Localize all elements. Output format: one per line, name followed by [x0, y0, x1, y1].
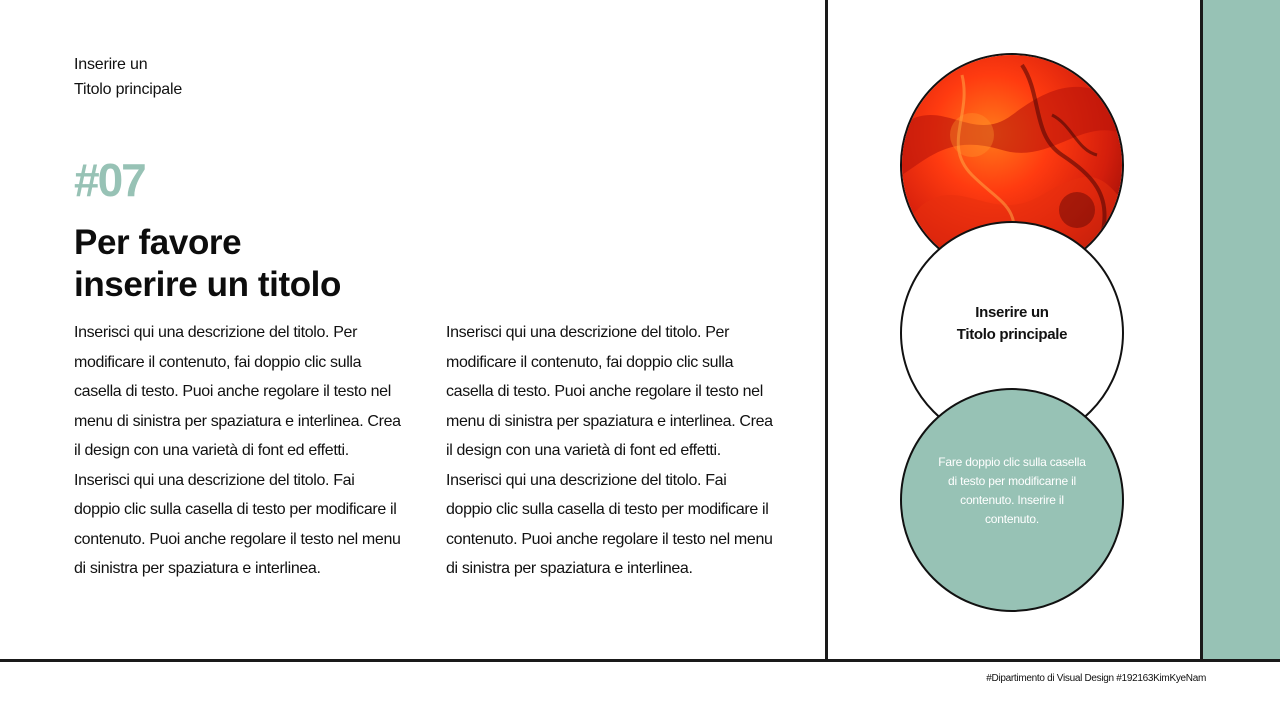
small-title-line2: Titolo principale [74, 81, 183, 98]
horizontal-divider [0, 659, 1280, 662]
small-title-line1: Inserire un [74, 56, 148, 73]
small-title [74, 52, 182, 102]
accent-band [1203, 0, 1280, 659]
circle-description: Fare doppio clic sulla casella di testo per modificarne il contenuto. Inserire il contenuto. [938, 455, 1086, 526]
description-column-1: Inserisci qui una descrizione del titolo. Per modificare il contenuto, fai doppio clic sulla casella di testo. Puoi anche regolare il testo nel menu di sinistra per spaziatura e interlinea. Crea il design con una varietà di font ed effetti. Inserisci qui una descrizione del titolo. Fai doppio clic sulla casella di testo per modificare il contenuto. Puoi anche regolare il testo nel menu di sinistra per spaziatura e interlinea. [74, 324, 401, 577]
section-number: #07 [74, 154, 145, 206]
text-circle [900, 388, 1124, 612]
circle-title [957, 302, 1067, 346]
description-column-2: Inserisci qui una descrizione del titolo. Per modificare il contenuto, fai doppio clic sulla casella di testo. Puoi anche regolare il testo nel menu di sinistra per spaziatura e interlinea. Crea il design con una varietà di font ed effetti. Inserisci qui una descrizione del titolo. Fai doppio clic sulla casella di testo per modificare il contenuto. Puoi anche regolare il testo nel menu di sinistra per spaziatura e interlinea. [446, 324, 773, 577]
circle-title-line1: Inserire un [975, 304, 1049, 321]
page-title-line1: Per favore [74, 223, 242, 262]
circle-title-line2: Titolo principale [956, 326, 1068, 343]
page-title [74, 222, 341, 306]
page-title-line2: inserire un titolo [74, 265, 341, 304]
vertical-divider-1 [825, 0, 828, 661]
footer-credit: #Dipartimento di Visual Design #192163KimKyeNam [986, 673, 1206, 684]
